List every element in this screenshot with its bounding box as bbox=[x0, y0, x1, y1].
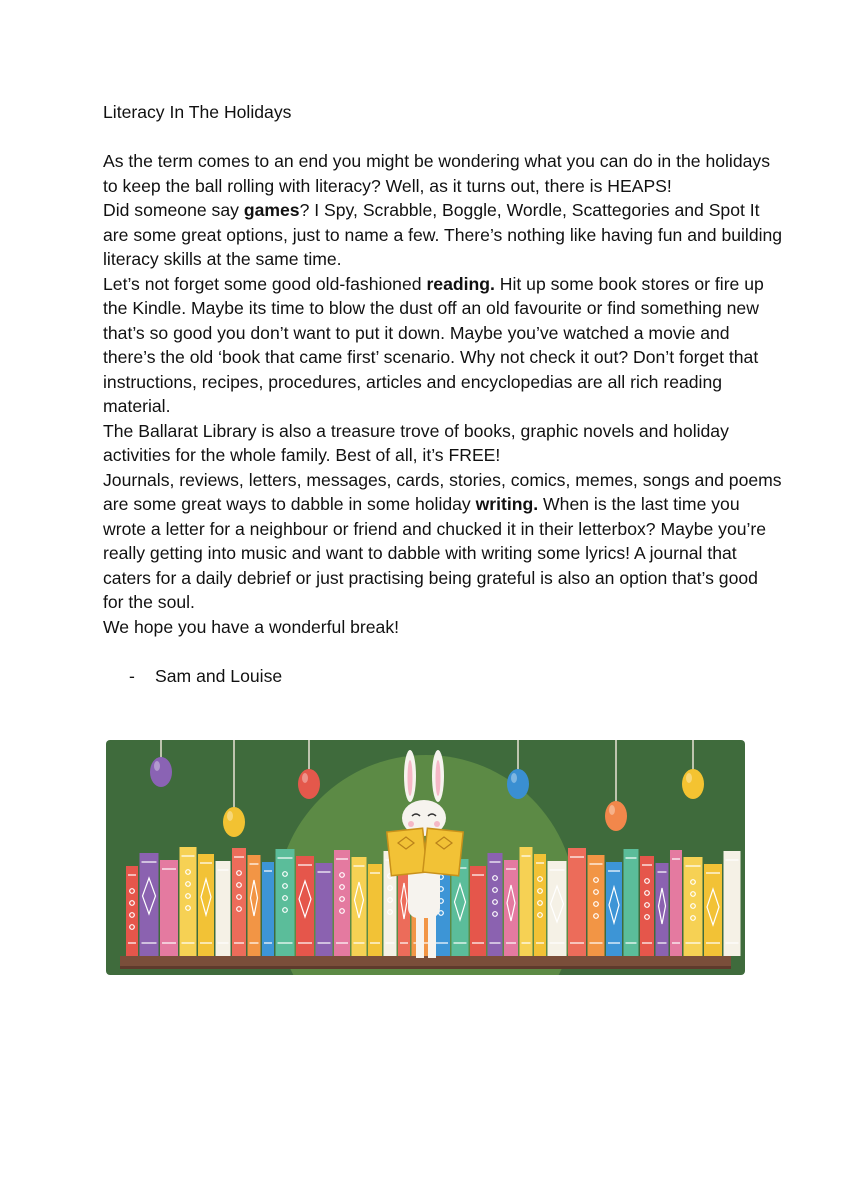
book-spine bbox=[198, 854, 214, 956]
book-stripe bbox=[726, 859, 739, 861]
paragraph-text: Did someone say bbox=[103, 200, 244, 220]
paragraph-text: Hit up some book stores or fire up the Kindle. Maybe its time to blow the dust off an old favourite or find something new that’s so good you don’t want to put it down. Maybe you’ve watched a movie and there’s the old ‘book that came first’ scenario. Why not check it out? Don’t forget that instructions, recipes, procedures, articles and encyclopedias are all rich reading material. bbox=[103, 273, 764, 416]
book-stripe bbox=[658, 942, 667, 944]
book-stripe bbox=[218, 942, 229, 944]
paragraph-text: As the term comes to an end you might be wondering what you can do in the holidays to keep the ball rolling with literacy? Well, as it turns out, there is HEAPS! bbox=[103, 151, 770, 196]
book-stripe bbox=[536, 942, 544, 944]
book-stripe bbox=[726, 942, 739, 944]
book-spine bbox=[548, 861, 567, 956]
book-stripe bbox=[162, 942, 176, 944]
book-stripe bbox=[686, 865, 701, 867]
book-stripe bbox=[522, 942, 531, 944]
book-spine bbox=[334, 850, 350, 956]
book-stripe bbox=[298, 942, 312, 944]
book-stripe bbox=[434, 942, 448, 944]
book-stripe bbox=[162, 868, 176, 870]
book-stripe bbox=[218, 869, 229, 871]
paragraph-text: ? I Spy, Scrabble, Boggle, Wordle, Scattegories and Spot It are some great options, just to name a few. There’s nothing like having fun and building literacy skills at the same time. bbox=[103, 200, 783, 269]
book-spine bbox=[232, 848, 246, 956]
book-stripe bbox=[608, 942, 620, 944]
easter-egg-icon bbox=[507, 769, 529, 799]
open-book-right bbox=[423, 828, 463, 876]
book-stripe bbox=[128, 874, 136, 876]
book-spine bbox=[606, 862, 622, 956]
open-book-left bbox=[387, 828, 427, 876]
bold-keyword: writing. bbox=[475, 494, 539, 514]
book-stripe bbox=[490, 861, 501, 863]
bunny-left-ear-inner bbox=[408, 760, 413, 796]
book-stripe bbox=[234, 942, 244, 944]
book-stripe bbox=[522, 855, 531, 857]
book-stripe bbox=[570, 942, 584, 944]
document-body bbox=[103, 100, 783, 689]
book-stripe bbox=[250, 863, 259, 865]
book-stripe bbox=[686, 942, 701, 944]
book-spine bbox=[684, 857, 703, 956]
egg-highlight bbox=[154, 761, 160, 771]
book-stripe bbox=[506, 942, 516, 944]
book-stripe bbox=[472, 942, 484, 944]
book-stripe bbox=[570, 856, 584, 858]
book-stripe bbox=[626, 942, 637, 944]
book-spine bbox=[670, 850, 682, 956]
signature-dash: - bbox=[129, 666, 135, 686]
book-stripe bbox=[386, 942, 395, 944]
book-stripe bbox=[658, 871, 667, 873]
book-stripe bbox=[626, 857, 637, 859]
paragraph bbox=[103, 149, 783, 198]
paragraph bbox=[103, 419, 783, 468]
book-spine bbox=[160, 860, 178, 956]
book-stripe bbox=[472, 874, 484, 876]
bunny-cheek-left bbox=[408, 821, 414, 827]
book-stripe bbox=[182, 942, 195, 944]
book-stripe bbox=[642, 942, 652, 944]
book-spine bbox=[216, 861, 231, 956]
book-spine bbox=[296, 856, 314, 956]
book-stripe bbox=[550, 869, 565, 871]
bold-keyword: reading. bbox=[426, 273, 495, 294]
book-spine bbox=[724, 851, 741, 956]
paragraph-text: Journals, reviews, letters, messages, cards, stories, comics, memes, songs and poems are some great ways to dabble in some holiday bbox=[103, 469, 782, 514]
book-stripe bbox=[590, 942, 603, 944]
book-spine bbox=[520, 847, 533, 956]
egg-highlight bbox=[609, 805, 615, 815]
book-stripe bbox=[672, 858, 680, 860]
paragraph-text: Let’s not forget some good old-fashioned bbox=[103, 273, 427, 294]
book-stripe bbox=[278, 942, 293, 944]
book-spine bbox=[140, 853, 159, 956]
book-stripe bbox=[370, 872, 380, 874]
book-stripe bbox=[706, 942, 720, 944]
book-stripe bbox=[250, 942, 259, 944]
document-title: Literacy In The Holidays bbox=[103, 102, 292, 122]
book-stripe bbox=[264, 942, 272, 944]
signature bbox=[103, 664, 783, 689]
paragraph bbox=[103, 615, 783, 640]
book-stripe bbox=[400, 942, 408, 944]
book-spine bbox=[276, 849, 295, 956]
paragraph-text: We hope you have a wonderful break! bbox=[103, 616, 400, 637]
book-stripe bbox=[142, 861, 157, 863]
egg-highlight bbox=[511, 773, 517, 783]
book-stripe bbox=[264, 870, 272, 872]
book-spine bbox=[588, 855, 605, 956]
easter-egg-icon bbox=[150, 757, 172, 787]
easter-egg-icon bbox=[223, 807, 245, 837]
egg-highlight bbox=[227, 811, 233, 821]
paragraph bbox=[103, 468, 783, 615]
book-stripe bbox=[234, 856, 244, 858]
book-stripe bbox=[550, 942, 565, 944]
book-stripe bbox=[354, 942, 365, 944]
paragraph bbox=[103, 272, 783, 419]
book-spine bbox=[624, 849, 639, 956]
bunny-right-ear-inner bbox=[436, 760, 441, 796]
book-stripe bbox=[182, 855, 195, 857]
book-stripe bbox=[142, 942, 157, 944]
book-stripe bbox=[536, 862, 544, 864]
book-stripe bbox=[298, 864, 312, 866]
book-spine bbox=[640, 856, 654, 956]
blank-line bbox=[103, 125, 783, 150]
book-spine bbox=[352, 857, 367, 956]
book-stripe bbox=[454, 942, 467, 944]
paragraph bbox=[103, 198, 783, 272]
paragraph-text: The Ballarat Library is also a treasure trove of books, graphic novels and holiday activities for the whole family. Best of all, it’s FREE! bbox=[103, 420, 729, 465]
book-stripe bbox=[490, 942, 501, 944]
book-spine bbox=[262, 862, 274, 956]
paragraph-list bbox=[103, 149, 783, 639]
bold-keyword: games bbox=[243, 200, 300, 220]
book-stripe bbox=[318, 871, 331, 873]
book-stripe bbox=[506, 868, 516, 870]
book-stripe bbox=[706, 872, 720, 874]
book-stripe bbox=[642, 864, 652, 866]
book-spine bbox=[504, 860, 518, 956]
bunny-leg-right bbox=[428, 908, 436, 958]
book-spine bbox=[180, 847, 197, 956]
book-stripe bbox=[200, 862, 212, 864]
book-stripe bbox=[354, 865, 365, 867]
book-stripe bbox=[278, 857, 293, 859]
easter-egg-icon bbox=[298, 769, 320, 799]
bunny-leg-left bbox=[416, 908, 424, 958]
book-spine bbox=[248, 855, 261, 956]
paragraph-text: When is the last time you wrote a letter for a neighbour or friend and chucked it in their letterbox? Maybe you’re really getting into music and want to dabble with writing some lyrics! A journal that caters for a daily debrief or just practising being grateful is also an option that’s good for the soul. bbox=[103, 494, 767, 612]
book-stripe bbox=[336, 942, 348, 944]
book-stripe bbox=[590, 863, 603, 865]
egg-highlight bbox=[686, 773, 692, 783]
book-spine bbox=[568, 848, 586, 956]
signature-name: Sam and Louise bbox=[155, 666, 283, 686]
easter-egg-icon bbox=[605, 801, 627, 831]
book-stripe bbox=[672, 942, 680, 944]
book-stripe bbox=[318, 942, 331, 944]
book-stripe bbox=[200, 942, 212, 944]
book-stripe bbox=[370, 942, 380, 944]
bunny-cheek-right bbox=[434, 821, 440, 827]
easter-egg-icon bbox=[682, 769, 704, 799]
book-stripe bbox=[608, 870, 620, 872]
book-stripe bbox=[336, 858, 348, 860]
bookshelf-illustration bbox=[106, 740, 745, 975]
book-stripe bbox=[128, 942, 136, 944]
egg-highlight bbox=[302, 773, 308, 783]
bookshelf-plank bbox=[120, 956, 731, 966]
easter-bunny-bookshelf-illustration bbox=[106, 740, 745, 975]
bookshelf-shadow bbox=[120, 966, 731, 969]
